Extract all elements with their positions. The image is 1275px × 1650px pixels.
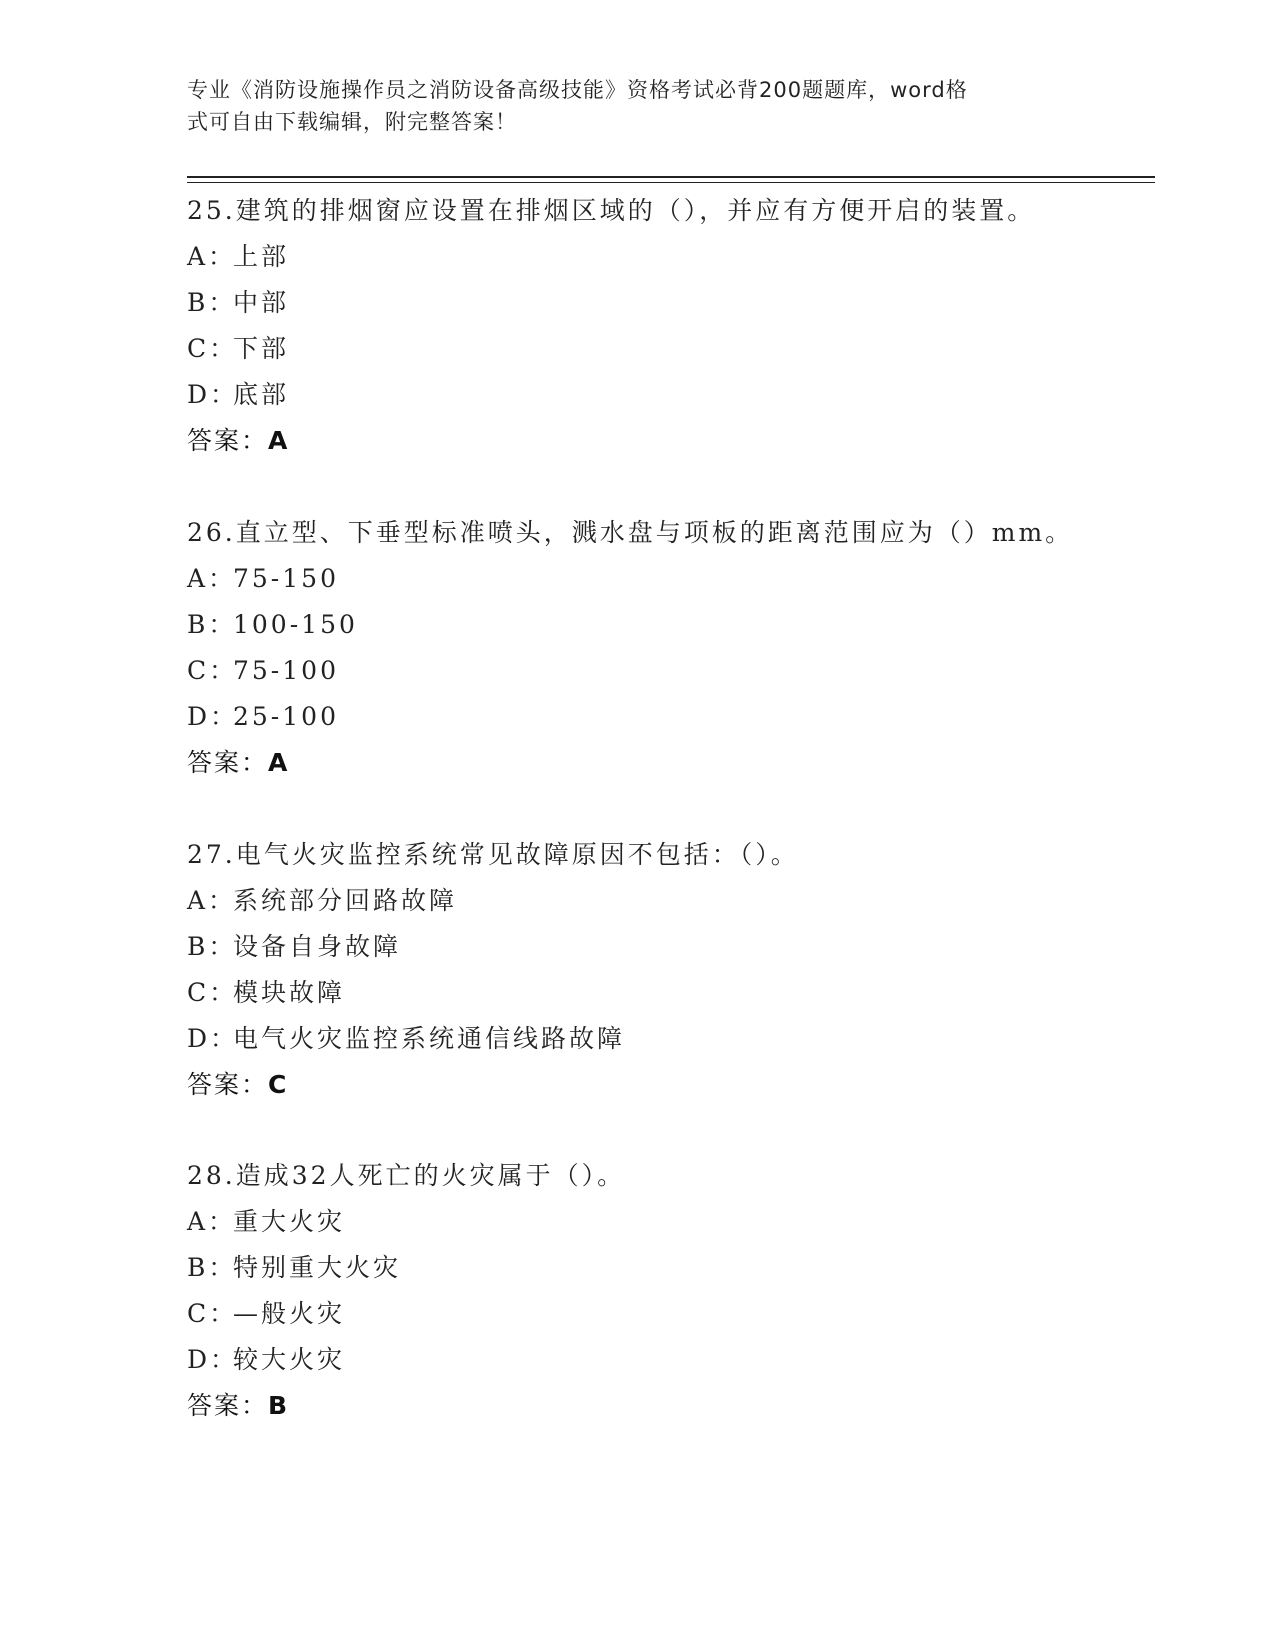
answer-label: 答案： <box>187 1070 269 1099</box>
option-text: 底部 <box>233 380 290 409</box>
option-text: —般火灾 <box>233 1299 346 1328</box>
option-key: B： <box>187 610 237 639</box>
option-a <box>187 556 1147 602</box>
option-a <box>187 234 1147 280</box>
answer-label: 答案： <box>187 426 269 455</box>
option-c <box>187 648 1147 694</box>
answer-line <box>187 740 1147 786</box>
document-header <box>187 74 1067 138</box>
option-d <box>187 1337 1147 1383</box>
option-d <box>187 694 1147 740</box>
question-stem: 26.直立型、下垂型标准喷头，溅水盘与项板的距离范围应为（）mm。 <box>187 518 1074 547</box>
option-text: 设备自身故障 <box>233 932 402 961</box>
option-text: 系统部分回路故障 <box>233 886 458 915</box>
option-key: D： <box>187 380 239 409</box>
answer-line <box>187 1383 1147 1429</box>
option-key: D： <box>187 1345 239 1374</box>
question-26 <box>187 510 1147 786</box>
option-key: A： <box>187 1207 237 1236</box>
option-b <box>187 924 1147 970</box>
option-b <box>187 280 1147 326</box>
answer-value: B <box>268 1391 290 1420</box>
question-25 <box>187 188 1147 464</box>
header-divider-thin <box>187 182 1155 183</box>
header-line-1: 专业《消防设施操作员之消防设备高级技能》资格考试必背200题题库，word格 <box>187 78 968 102</box>
option-key: A： <box>187 242 237 271</box>
question-stem: 25.建筑的排烟窗应设置在排烟区域的（），并应有方便开启的装置。 <box>187 196 1036 225</box>
option-c <box>187 1291 1147 1337</box>
option-text: 25-100 <box>233 702 339 731</box>
option-key: C： <box>187 978 238 1007</box>
answer-label: 答案： <box>187 748 269 777</box>
header-line-2: 式可自由下载编辑，附完整答案！ <box>187 110 517 134</box>
answer-line <box>187 418 1147 464</box>
answer-line <box>187 1062 1147 1108</box>
option-key: B： <box>187 288 237 317</box>
option-key: B： <box>187 932 237 961</box>
option-a <box>187 1199 1147 1245</box>
option-d <box>187 372 1147 418</box>
option-key: D： <box>187 1024 239 1053</box>
option-a <box>187 878 1147 924</box>
option-key: A： <box>187 564 237 593</box>
option-key: C： <box>187 334 238 363</box>
question-stem: 28.造成32人死亡的火灾属于（）。 <box>187 1161 626 1190</box>
option-text: 电气火灾监控系统通信线路故障 <box>233 1024 626 1053</box>
option-key: A： <box>187 886 237 915</box>
option-d <box>187 1016 1147 1062</box>
header-divider-thick <box>187 176 1155 178</box>
option-key: C： <box>187 1299 238 1328</box>
question-stem: 27.电气火灾监控系统常见故障原因不包括：（）。 <box>187 840 799 869</box>
option-key: B： <box>187 1253 237 1282</box>
option-text: 75-100 <box>233 656 339 685</box>
option-text: 下部 <box>233 334 290 363</box>
option-text: 模块故障 <box>233 978 346 1007</box>
option-text: 较大火灾 <box>233 1345 346 1374</box>
option-key: C： <box>187 656 238 685</box>
option-b <box>187 1245 1147 1291</box>
question-28 <box>187 1153 1147 1429</box>
option-text: 特别重大火灾 <box>233 1253 402 1282</box>
option-key: D： <box>187 702 239 731</box>
option-text: 中部 <box>233 288 290 317</box>
option-b <box>187 602 1147 648</box>
question-27 <box>187 832 1147 1108</box>
option-text: 上部 <box>233 242 290 271</box>
answer-value: A <box>268 748 290 777</box>
answer-value: A <box>268 426 290 455</box>
option-text: 75-150 <box>233 564 339 593</box>
option-text: 重大火灾 <box>233 1207 346 1236</box>
answer-label: 答案： <box>187 1391 269 1420</box>
option-text: 100-150 <box>233 610 358 639</box>
option-c <box>187 326 1147 372</box>
option-c <box>187 970 1147 1016</box>
answer-value: C <box>268 1070 289 1099</box>
